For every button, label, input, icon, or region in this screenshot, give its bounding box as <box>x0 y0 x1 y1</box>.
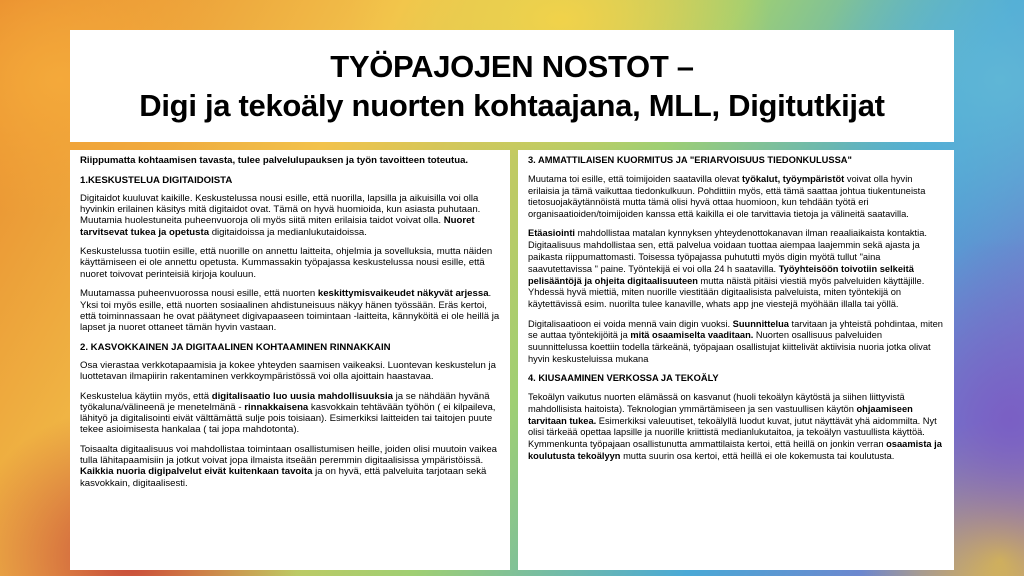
text: ja se nähdään hyvänä työkaluna/välineenä je menetelmänä - <box>80 390 490 413</box>
title-line-2: Digi ja tekoäly nuorten kohtaajana, MLL, Digitutkijat <box>139 88 885 123</box>
bold-text: digitalisaatio luo uusia mahdollisuuksia <box>211 390 393 402</box>
left-column <box>70 150 510 570</box>
bold-text: keskittymisvaikeudet näkyvät arjessa <box>317 288 489 300</box>
section-2-paragraph-3 <box>80 444 500 489</box>
text: Digitalisaatioon ei voida mennä vain digin vuoksi. <box>528 318 733 329</box>
text: mutta näistä pitäisi viestiä myös palveluiden käyttäjille. Yhdessä hyvä miettiä, miten nuorille viestitään digitaalisista palveluista, miten työntekijä on käytettävissä esim. nuorilta tulee kanaville, whats app jne viestejä myöhään illalla tai yöllä. <box>528 275 925 310</box>
section-3-paragraph-2 <box>528 228 944 311</box>
text: Nuorten osallisuus palveluiden suunnittelussa koettiin todella tärkeänä, työpajaan osallistujat kiittelivät aktiivisia nuoria jotka olivat hyvin keskusteluissa mukana <box>528 330 931 364</box>
section-2-paragraph-1: Osa vierastaa verkkotapaamisia ja kokee yhteyden saamisen vaikeaksi. Luontevan keskustelun ja luottetavan ilmapiirin rakentaminen verkkoympäristössä voi olla ajoittain haastavaa. <box>80 359 496 383</box>
bold-text: Etäasiointi <box>528 228 576 239</box>
text: . Yksi toi myös esille, että nuorten sosiaalinen ahdistuneisuus näkyy hänen työssään. Eräs kertoi, että toiminnassaan he ovat päätyneet digivapaaseen toimintaan -laitteita, kännyköitä ei ole heillä ja lapset ja nuoret ottaneet tämän hyvin vastaan. <box>80 288 500 333</box>
bold-text: osaamista ja koulutusta tekoälyyn <box>528 439 942 462</box>
right-column <box>518 150 954 570</box>
section-1-heading: 1.KESKUSTELUA DIGITAIDOISTA <box>80 174 233 186</box>
intro-bold: Riippumatta kohtaamisen tavasta, tulee palvelulupauksen ja työn tavoitteen toteutua. <box>80 155 469 166</box>
text: Tekoälyn vaikutus nuorten elämässä on kasvanut (huoli tekoälyn käytöstä ja siihen liittyvistä mahdollisista haitoista). Teknologian ymmärtämiseen ja sen vastuullisen käytön <box>528 392 905 414</box>
title-box <box>70 30 954 142</box>
section-2-heading: 2. KASVOKKAINEN JA DIGITAALINEN KOHTAAMINEN RINNAKKAIN <box>80 341 391 353</box>
intro-text <box>80 155 500 166</box>
section-1-paragraph-2: Keskustelussa tuotiin esille, että nuorille on annettu laitteita, ohjelmia ja sovelluksia, mutta näiden käyttämiseen ei ole annettu opetusta. Kummassakin työpajassa keskustelussa nousi esille, että nuoret toivovat perinteisiä kirjoja kouluun. <box>80 246 493 280</box>
section-2-paragraph-2 <box>80 391 500 436</box>
text: mutta suurin osa kertoi, että heillä ei ole kokemusta tai koulutusta. <box>620 451 895 462</box>
text: Muutama toi esille, että toimijoiden saatavilla olevat <box>528 173 742 184</box>
bold-text: Suunnittelua <box>732 318 789 329</box>
text: Keskustelua käytiin myös, että <box>80 390 212 402</box>
text: Digitaidot kuuluvat kaikille. Keskustelussa nousi esille, että nuorilla, lapsilla ja aikuisilla voi olla hyvinkin erilainen käsitys mitä digitaidot ovat. Tämä on hyvä huomioida, kun asiasta puhutaan. Muutamia huolestuneita puheenvuoroja oli myös siitä miten erilaisia taidot voivat olla. <box>80 192 481 227</box>
section-3-heading: 3. AMMATTILAISEN KUORMITUS JA "ERIARVOISUUS TIEDONKULUSSA" <box>528 155 852 165</box>
bold-text: ohjaamiseen tarvitaan tukea. <box>528 403 913 426</box>
bold-text: Kaikkia nuoria digipalvelut eivät kuitenkaan tavoita <box>80 466 313 478</box>
section-1-paragraph-3 <box>80 288 500 333</box>
section-4-heading: 4. KIUSAAMINEN VERKOSSA JA TEKOÄLY <box>528 373 719 384</box>
text: digitaidoissa ja medianlukutaidoissa. <box>209 226 367 238</box>
text: Muutamassa puheenvuorossa nousi esille, että nuorten <box>80 288 318 300</box>
text: kasvokkain tehtävään työhön ( ei kilpaileva, lähityö ja digitalisointi eivät välttämättä sulje pois toisiaan). Esimerkiksi laitteiden tai taitojen puute tekee asioimisesta hankalaa ( tai jopa mahdotonta). <box>80 401 496 436</box>
text: mahdollistaa matalan kynnyksen yhteydenottokanavan ilman reaaliaikaista kontaktia. Digitaalisuus mahdollistaa sen, että palvelua voidaan tuottaa aiempaa laajemmin sekä ajasta ja paikasta riippumattomasti. Toisessa työpajassa puhututti myös digin myötä tullut "aina saavutettavissa " paine. Työntekijä ei voi olla 24 h saatavilla. <box>528 228 927 274</box>
text: tarvitaan ja yhteistä pohdintaa, miten se auttaa työntekijöitä ja <box>528 318 943 341</box>
bold-text: rinnakkaisena <box>244 401 309 413</box>
bold-text: Työyhteisöön toivotiin selkeitä pelisääntöjä ja ohjeita digitaalisuuteen <box>528 263 914 286</box>
text: Esimerkiksi valeuutiset, tekoälyllä luodut kuvat, jutut näyttävät yhä aidommilta. Nyt olisi tärkeää opettaa lapsille ja nuorille kriittistä medianlukutaitoa, ja tekoälyn vastuullista käyttöä. Kymmenkunta työpajaan osallistunutta ammattilaista kertoi, että heillä on jonkin verran <box>528 415 937 450</box>
title-line-1: TYÖPAJOJEN NOSTOT – <box>330 49 694 84</box>
section-3-paragraph-3 <box>528 319 944 366</box>
section-1-paragraph-1 <box>80 193 500 238</box>
bold-text: Nuoret tarvitsevat tukea ja opetusta <box>80 215 475 238</box>
text: ja on hyvä, että palveluita tarjotaan sekä kasvokkain, digitaalisesti. <box>80 466 487 489</box>
text: Toisaalta digitaalisuus voi mahdollistaa toimintaan osallistumisen heille, joiden olisi muutoin vaikea tulla lähitapaamisiin ja jotkut voivat jopa ilmaista itseään peremmin digitaalisissa ympäristöissä. <box>80 444 498 467</box>
bold-text: mitä osaamiselta vaaditaan. <box>630 330 754 341</box>
section-3-paragraph-1 <box>528 174 944 221</box>
section-4-paragraph-1 <box>528 392 944 463</box>
bold-text: työkalut, työympäristöt <box>741 173 845 184</box>
text: voivat olla hyvin erilaisia ja tämä vaikuttaa tiedonkulkuun. Pohdittiin myös, että tämä saattaa johtua tiukentuneista tietosuojakäytännöistä mutta tämä olisi hyvä ottaa huomioon, kun tehdään työtä eri organisaatioiden/toimijoiden kanssa että kaikilla ei ole tarvittavia tietoja ja välineitä saatavilla. <box>528 173 926 220</box>
